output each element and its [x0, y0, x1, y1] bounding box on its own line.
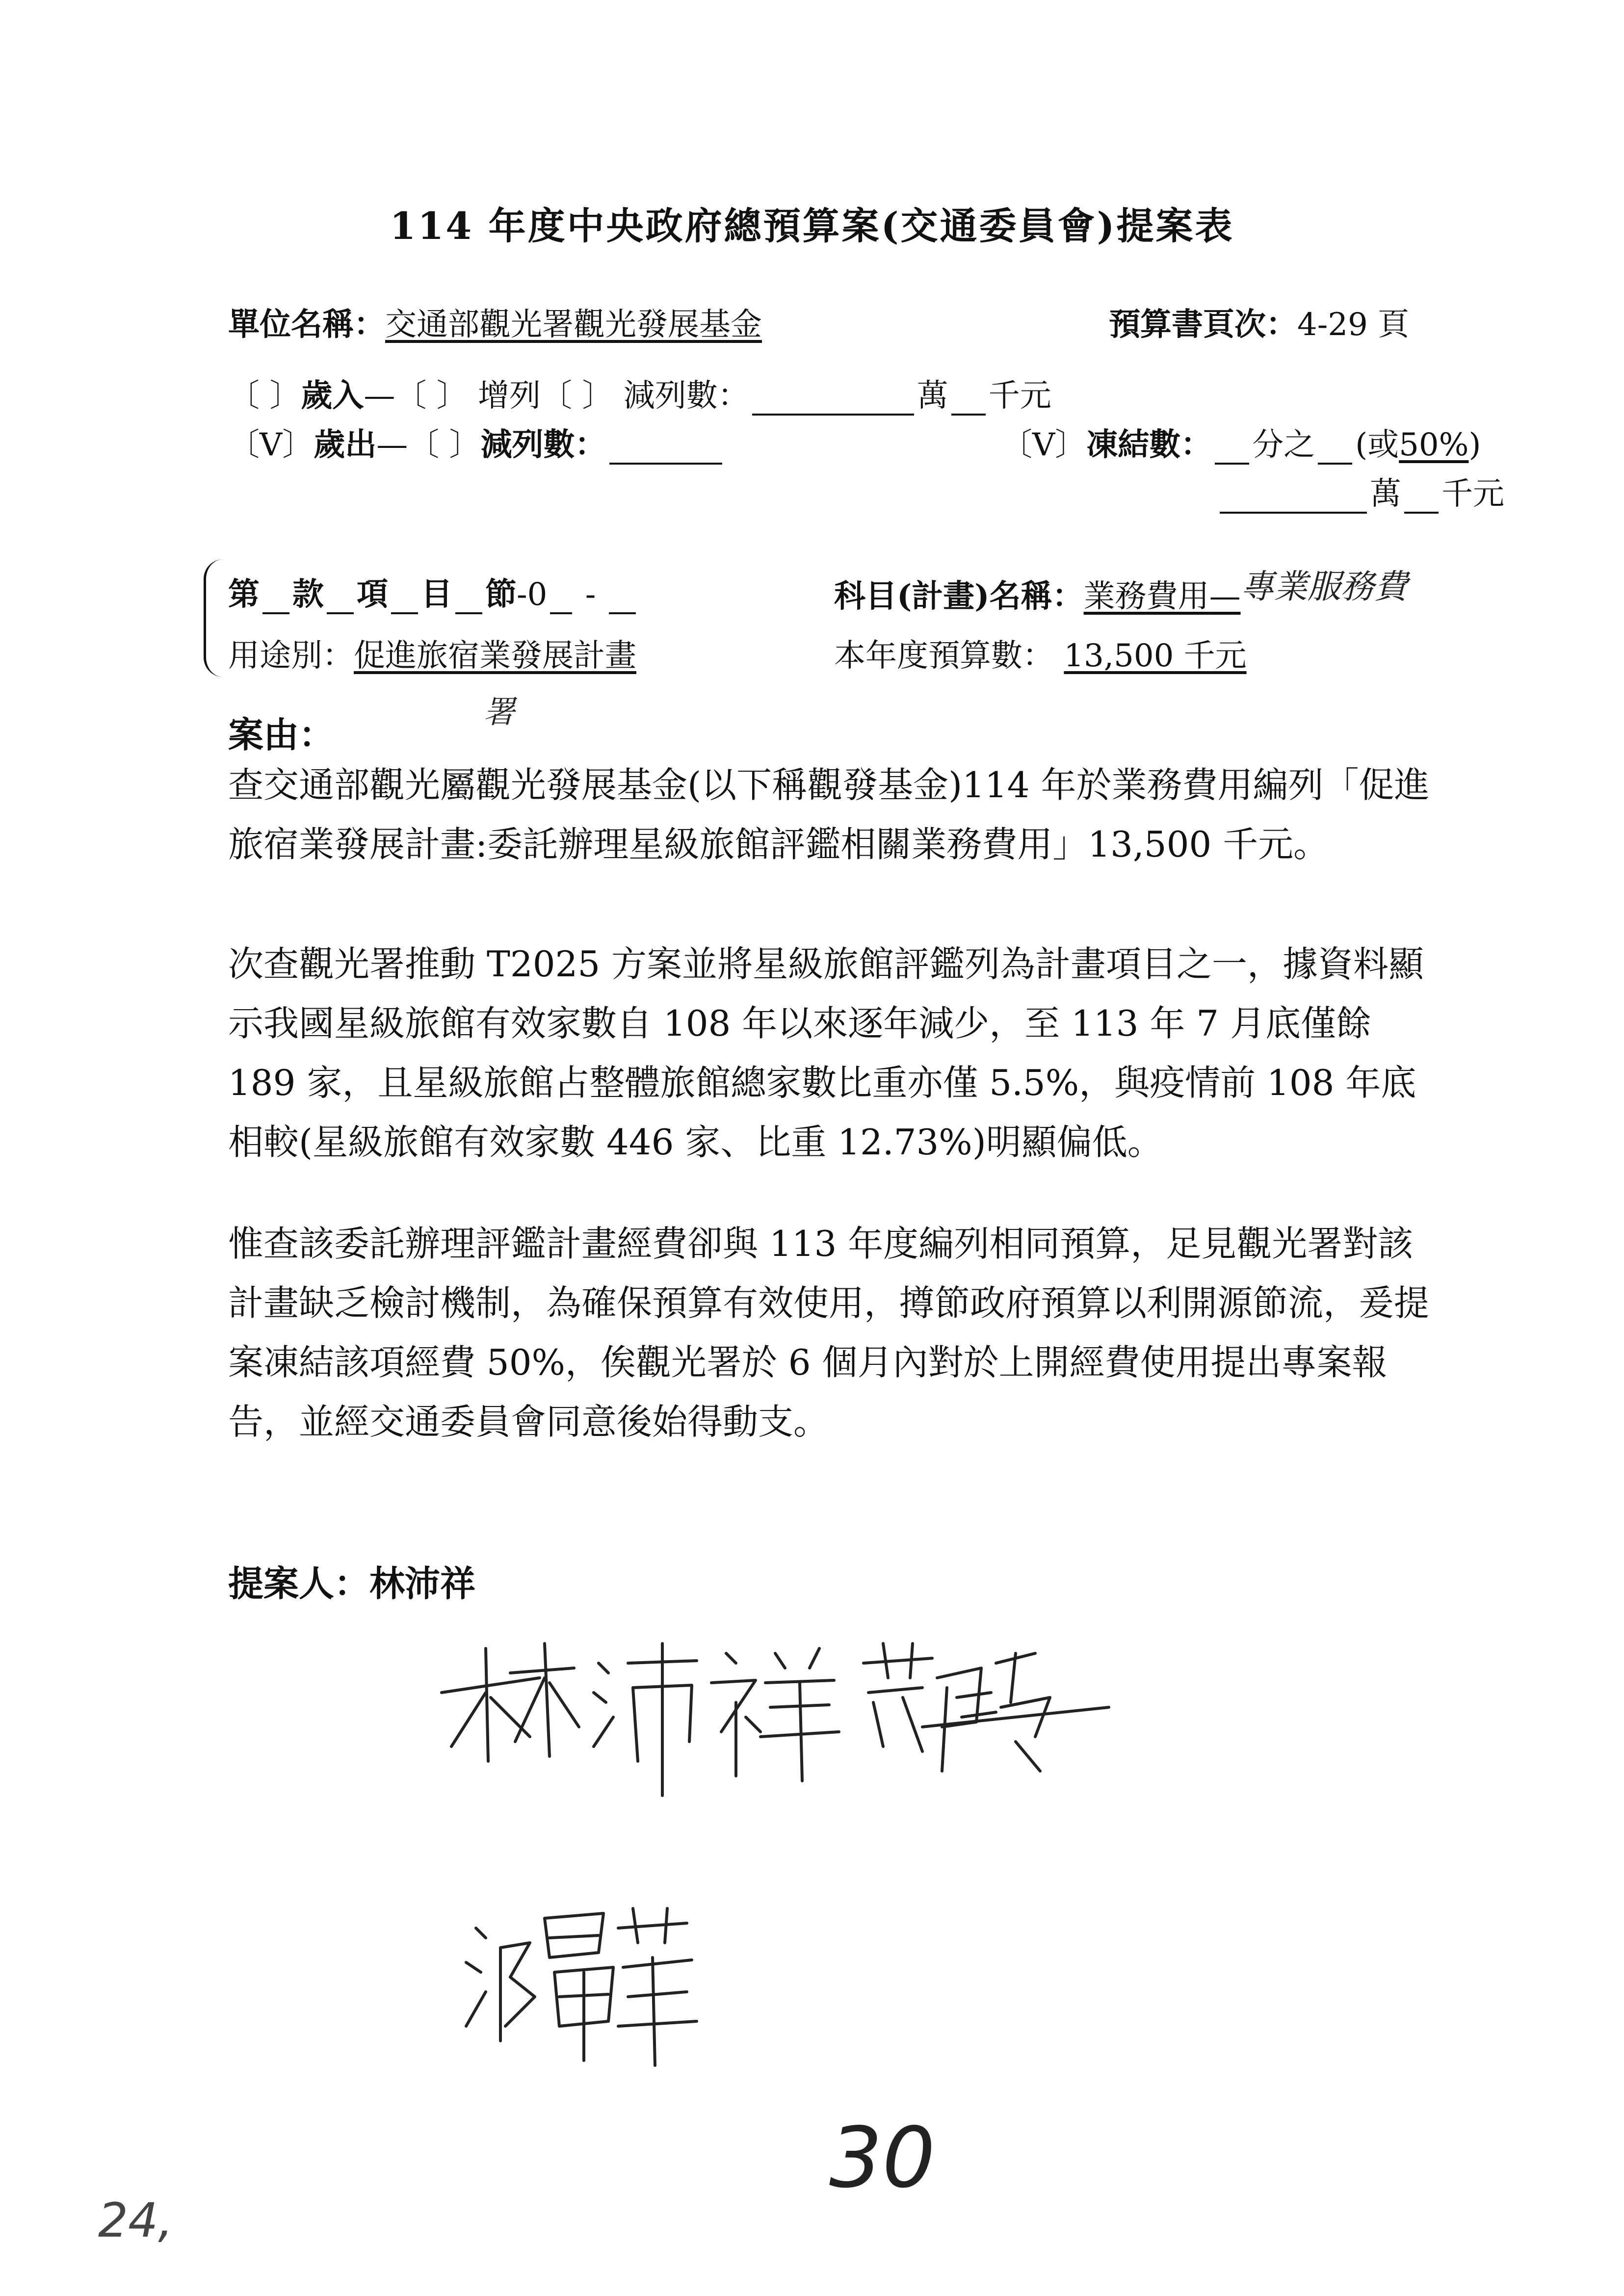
- amount-label: 本年度預算數：: [834, 638, 1054, 674]
- freeze-close: ): [1468, 427, 1481, 463]
- signature-3-image: [456, 1899, 711, 2080]
- handwritten-correction: 署: [483, 694, 515, 731]
- amount-line: [834, 630, 1247, 676]
- item-code-line: [228, 569, 639, 614]
- revenue-wan-unit: 萬: [917, 378, 948, 414]
- subject-handwritten: 專業服務費: [1240, 568, 1408, 606]
- usage-line: [228, 630, 636, 676]
- revenue-dash: —: [364, 378, 395, 414]
- xiang-blank: [327, 583, 354, 614]
- jie-sub-blank: [609, 583, 636, 614]
- reason-paragraph-1: 查交通部觀光屬觀光發展基金(以下稱觀發基金)114 年於業務費用編列「促進旅宿業發展計畫:委託辦理星級旅館評鑑相關業務費用」13,500 千元。: [228, 764, 1430, 865]
- revenue-checkbox: 〔 〕: [228, 378, 301, 414]
- xiang-unit: 項: [357, 576, 388, 613]
- revenue-decrease-label: 減列數：: [623, 378, 749, 414]
- freeze-numerator-blank: [1215, 433, 1249, 465]
- revenue-decrease-checkbox: 〔 〕: [541, 378, 614, 414]
- revenue-amount-blank: [752, 384, 914, 416]
- reason-paragraph-3: 惟查該委託辦理評鑑計畫經費卻與 113 年度編列相同預算，足見觀光署對該計畫缺乏檢討機制，為確保預算有效使用，撙節政府預算以利開源節流，爰提案凍結該項經費 50%，俟觀光署於 6 個月內對於上開經費使用提出專案報告，並經交通委員會同意後始得動支。: [228, 1223, 1430, 1442]
- revenue-line: [228, 370, 1051, 416]
- usage-label: 用途別：: [228, 638, 354, 674]
- freeze-wan-unit: 萬: [1370, 476, 1401, 512]
- proposer-line: [228, 1555, 475, 1606]
- freeze-label: 凍結數：: [1086, 426, 1212, 463]
- subject-value: 業務費用: [1083, 578, 1209, 615]
- revenue-qianyuan-unit: 千元: [988, 378, 1051, 414]
- freeze-line: [1001, 419, 1481, 465]
- corner-mark: 24,: [98, 2193, 173, 2248]
- freeze-amount-blank: [1220, 482, 1367, 514]
- expense-checkbox: 〔V〕: [228, 427, 314, 463]
- reason-label: 案由：: [228, 714, 335, 756]
- item-brace: [204, 559, 226, 677]
- page-title: 114 年度中央政府總預算案(交通委員會)提案表: [390, 204, 1234, 248]
- freeze-qian-blank: [1404, 482, 1439, 514]
- freeze-amount-line: [1217, 469, 1504, 514]
- kuan-label: 第: [228, 576, 260, 613]
- expense-dash: —: [376, 427, 408, 463]
- page-mark: 30: [829, 2110, 936, 2207]
- mu-unit: 目: [421, 576, 452, 613]
- page-ref: [1109, 299, 1409, 344]
- unit-label: 單位名稱：: [228, 306, 385, 343]
- amount-value: 13,500 千元: [1064, 638, 1247, 674]
- proposer-label: 提案人：: [228, 1563, 370, 1604]
- freeze-qianyuan-unit: 千元: [1441, 476, 1504, 512]
- reason-paragraph-2: 次查觀光署推動 T2025 方案並將星級旅館評鑑列為計畫項目之一，據資料顯示我國星級旅館有效家數自 108 年以來逐年減少，至 113 年 7 月底僅餘 189 家，且星級旅館占整體旅館總家數比重亦僅 5.5%，與疫情前 108 年底相較(星級旅館有效家數 446 家、比重 12.73%)明顯偏低。: [228, 943, 1424, 1163]
- expense-label: 歲出: [314, 426, 377, 463]
- jie-blank: [455, 583, 482, 614]
- mu-blank: [391, 583, 418, 614]
- freeze-percent: 50%: [1399, 427, 1469, 463]
- revenue-increase-label: 增列: [478, 378, 541, 414]
- expense-amount-blank: [609, 433, 722, 465]
- revenue-increase-checkbox: 〔 〕: [395, 378, 468, 414]
- kuan-unit: 款: [292, 576, 324, 613]
- jie-code-blank: [550, 583, 572, 614]
- jie-dash: -: [585, 576, 596, 613]
- revenue-qian-blank: [951, 384, 986, 416]
- page-ref-label: 預算書頁次：: [1109, 306, 1297, 343]
- freeze-fraction: 分之: [1252, 427, 1315, 463]
- kuan-blank: [262, 583, 289, 614]
- jie-unit: 節: [485, 576, 517, 613]
- freeze-denominator-blank: [1318, 433, 1352, 465]
- freeze-or: (或: [1355, 427, 1399, 463]
- freeze-checkbox: 〔V〕: [1001, 427, 1087, 463]
- subject-label: 科目(計畫)名稱：: [834, 578, 1084, 615]
- subject-dash: —: [1209, 578, 1241, 615]
- unit-line: [228, 299, 762, 344]
- page-ref-value: 4-29 頁: [1297, 307, 1410, 343]
- jie-code: -0: [517, 576, 548, 613]
- expense-decrease-checkbox: 〔 〕: [408, 427, 481, 463]
- revenue-label: 歲入: [301, 377, 364, 414]
- unit-value: 交通部觀光署觀光發展基金: [385, 307, 762, 343]
- subject-line: [834, 569, 1408, 617]
- expense-line: [228, 419, 725, 465]
- signature-1-2-image: [432, 1634, 1128, 1854]
- proposer-name: 林沛祥: [369, 1563, 476, 1604]
- usage-value: 促進旅宿業發展計畫: [354, 638, 636, 674]
- expense-decrease-label: 減列數：: [480, 426, 606, 463]
